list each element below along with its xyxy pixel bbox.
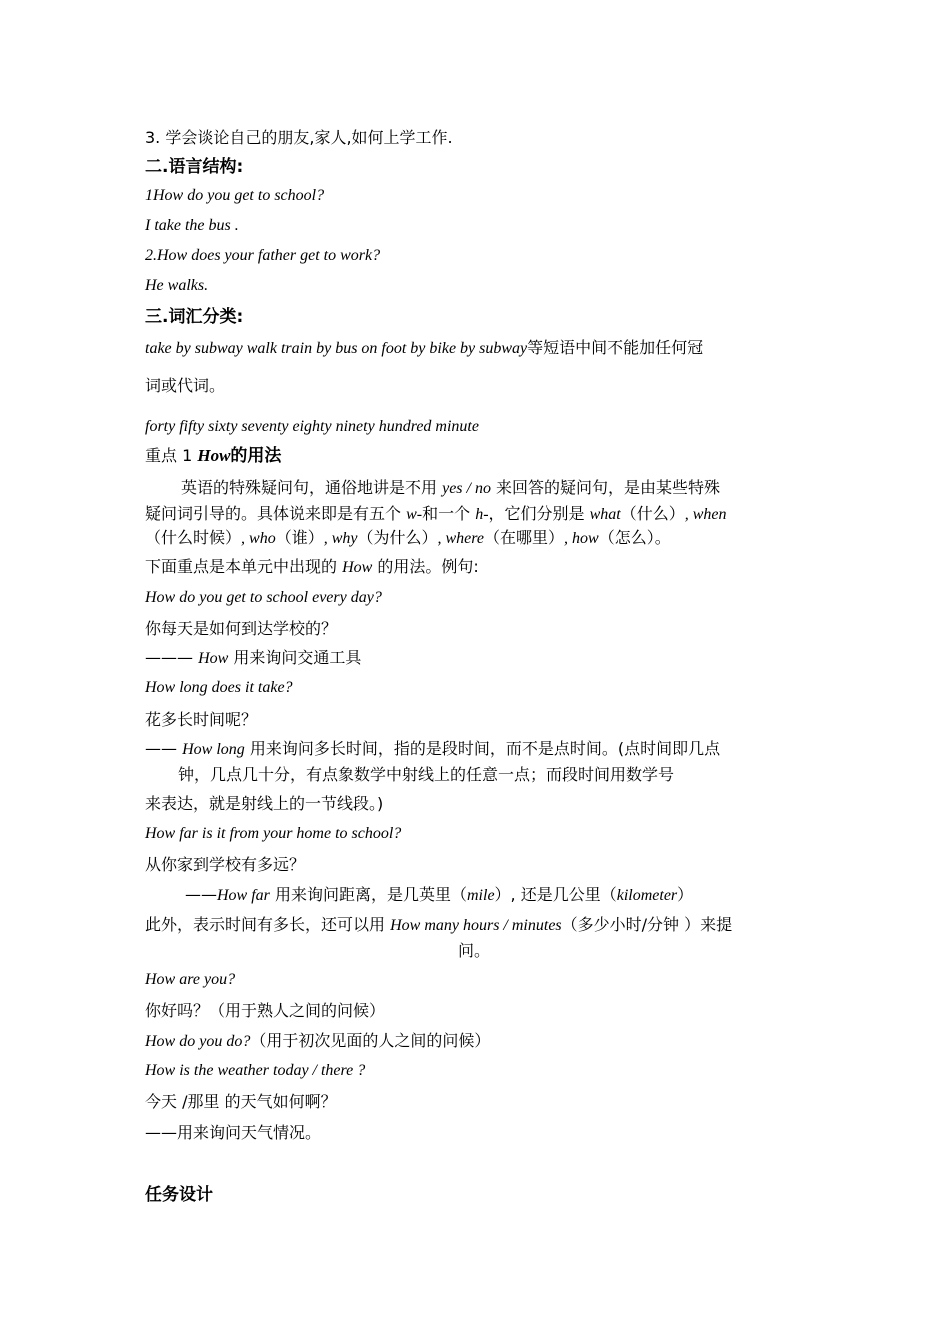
paragraph-line xyxy=(145,555,479,580)
paragraph-line xyxy=(145,526,671,551)
text-run: , who xyxy=(241,530,276,547)
text-run: —— xyxy=(185,885,217,904)
explanation-how-long-2: 钟，几点几十分，有点象数学中射线上的任意一点；而段时间用数学号 xyxy=(178,765,675,784)
text-run: 此外，表示时间有多长，还可以用 xyxy=(145,915,391,934)
text-run: , why xyxy=(323,530,358,547)
text-run: yes / no xyxy=(442,480,491,497)
key-point-heading xyxy=(145,444,281,468)
example-how-far: How far is it from your home to school? xyxy=(145,825,402,842)
text-run: ） xyxy=(677,885,694,904)
paragraph-line xyxy=(145,502,727,527)
text-run: h- xyxy=(475,506,489,523)
text-run: w- xyxy=(406,506,423,523)
vocabulary-note-continued: 词或代词。 xyxy=(145,376,226,395)
example-sentence-1: 1How do you get to school? xyxy=(145,187,325,204)
text-run: （什么） xyxy=(620,504,685,523)
explanation-how-long-3: 来表达，就是射线上的一节线段。) xyxy=(145,794,384,813)
example-sentence-2: 2.How does your father get to work? xyxy=(145,247,381,264)
text-run: How many hours / minutes xyxy=(390,917,562,934)
text-run: How do you do? xyxy=(145,1033,251,1050)
key-point-word: How xyxy=(197,446,231,465)
vocabulary-phrases-line xyxy=(145,336,703,361)
section-heading-vocabulary: 三.词汇分类: xyxy=(145,307,244,327)
text-run: 和一个 xyxy=(422,504,476,523)
text-run: 用来询问多长时间，指的是段时间，而不是点时间。(点时间即几点 xyxy=(244,739,721,758)
explanation-how-many xyxy=(145,913,732,938)
example-answer-2: He walks. xyxy=(145,277,209,294)
text-run: ，它们分别是 xyxy=(488,504,590,523)
explanation-how xyxy=(145,646,361,671)
text-run: 的用法。例句: xyxy=(372,557,479,576)
example-how-get: How do you get to school every day? xyxy=(145,589,382,606)
text-run: 用来询问距离，是几英里（ xyxy=(269,885,467,904)
translation-how-long: 花多长时间呢？ xyxy=(145,710,258,729)
paragraph-line xyxy=(181,476,720,501)
key-point-title: 的用法 xyxy=(230,446,282,466)
text-run: ——— xyxy=(145,648,199,667)
text-run: How xyxy=(342,559,373,576)
text-run: kilometer xyxy=(616,887,678,904)
section-heading-language-structure: 二.语言结构: xyxy=(145,157,244,177)
explanation-how-far xyxy=(185,883,693,908)
translation-how-are-you: 你好吗？（用于熟人之间的问候） xyxy=(145,1001,386,1020)
text-run: 疑问词引导的。具体说来即是有五个 xyxy=(145,504,407,523)
text-run: （为什么） xyxy=(357,528,438,547)
explanation-how-long xyxy=(145,737,720,762)
text-run: mile xyxy=(467,887,495,904)
translation-how-get: 你每天是如何到达学校的？ xyxy=(145,619,338,638)
example-answer-1: I take the bus . xyxy=(145,217,239,234)
example-how-weather: How is the weather today / there ? xyxy=(145,1062,366,1079)
translation-how-far: 从你家到学校有多远？ xyxy=(145,855,306,874)
vocabulary-note: 等短语中间不能加任何冠 xyxy=(527,338,704,357)
example-how-do-you-do xyxy=(145,1029,490,1054)
key-point-label: 重点 1 xyxy=(145,446,198,465)
objective-3: 3. 学会谈论自己的朋友,家人,如何上学工作. xyxy=(145,128,453,147)
translation-how-weather: 今天 /那里 的天气如何啊？ xyxy=(145,1092,337,1111)
text-run: 英语的特殊疑问句，通俗地讲是不用 xyxy=(181,478,443,497)
text-run: （在哪里） xyxy=(484,528,565,547)
text-run: （什么时候） xyxy=(145,528,242,547)
text-run: , when xyxy=(684,506,727,523)
explanation-how-weather: ——用来询问天气情况。 xyxy=(145,1123,322,1142)
explanation-how-many-2: 问。 xyxy=(458,941,491,960)
text-run: （多少小时/分钟 ）来提 xyxy=(561,915,733,934)
text-run: —— xyxy=(145,739,183,758)
vocabulary-phrases: take by subway walk train by bus on foot by bike by subway xyxy=(145,340,528,357)
text-run: （谁） xyxy=(275,528,324,547)
text-run: How far xyxy=(217,887,270,904)
text-run: ）, 还是几公里（ xyxy=(494,885,617,904)
text-run: , where xyxy=(437,530,485,547)
text-run: 用来询问交通工具 xyxy=(228,648,362,667)
text-run: （用于初次见面的人之间的问候） xyxy=(250,1031,491,1050)
text-run: what xyxy=(589,506,621,523)
example-how-long: How long does it take? xyxy=(145,679,293,696)
text-run: （怎么）。 xyxy=(598,528,671,547)
text-run: , how xyxy=(564,530,599,547)
text-run: How xyxy=(198,650,229,667)
section-heading-task-design: 任务设计 xyxy=(145,1185,213,1205)
text-run: 来回答的疑问句，是由某些特殊 xyxy=(490,478,721,497)
example-how-are-you: How are you? xyxy=(145,971,236,988)
vocabulary-numbers: forty fifty sixty seventy eighty ninety hundred minute xyxy=(145,418,479,435)
text-run: How long xyxy=(182,741,245,758)
text-run: 下面重点是本单元中出现的 xyxy=(145,557,343,576)
